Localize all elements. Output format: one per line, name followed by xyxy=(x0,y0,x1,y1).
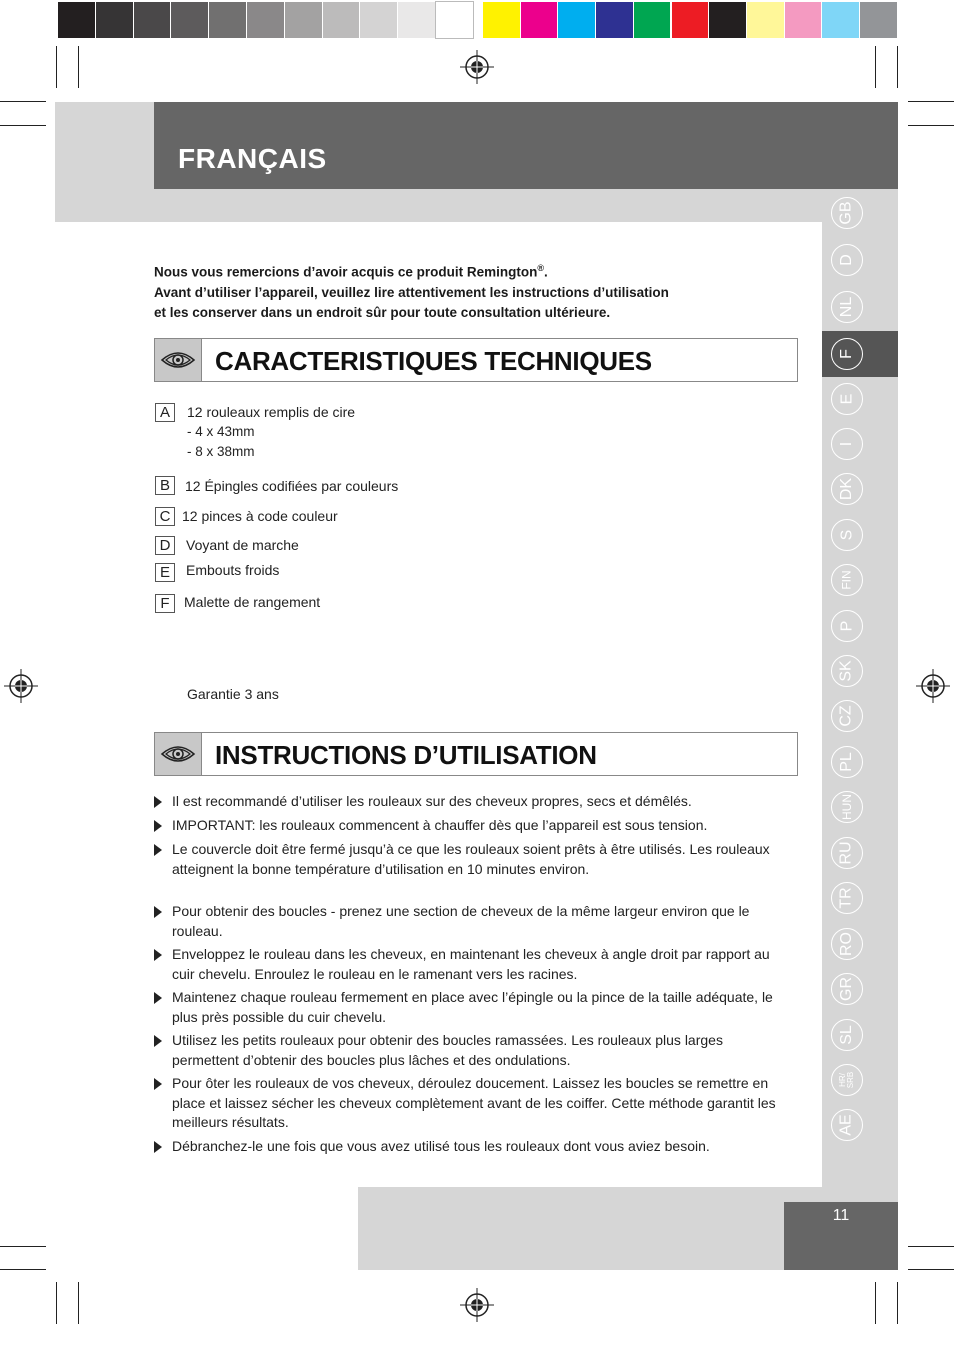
intro-line3: et les conserver dans un endroit sûr pour toute consultation ultérieure. xyxy=(154,304,611,320)
instruction-bullet: IMPORTANT: les rouleaux commencent à chauffer dès que l’appareil est sous tension. xyxy=(154,816,784,836)
registration-mark-icon xyxy=(460,1288,494,1322)
bullet-arrow-icon xyxy=(154,844,162,856)
warranty-text: Garantie 3 ans xyxy=(187,686,279,702)
language-tab-tr[interactable] xyxy=(831,882,863,914)
color-swatch xyxy=(558,2,595,38)
language-tab-label: GR xyxy=(838,977,855,1001)
instruction-bullet: Enveloppez le rouleau dans les cheveux, en maintenant les cheveux à angle droit par rapport au cuir chevelu. Enroulez le rouleau en le ramenant vers les racines. xyxy=(154,945,784,984)
color-swatch xyxy=(747,2,784,38)
specs-title: CARACTERISTIQUES TECHNIQUES xyxy=(215,346,652,376)
language-tab-sk[interactable] xyxy=(831,655,863,687)
language-tab-gb[interactable] xyxy=(831,197,863,229)
crop-mark xyxy=(0,101,46,102)
eye-icon xyxy=(160,349,196,371)
intro-line1-end: . xyxy=(543,264,548,280)
registration-mark-icon xyxy=(4,669,38,703)
language-tab-d[interactable] xyxy=(831,244,863,276)
language-tab-hrsrb[interactable] xyxy=(831,1064,863,1096)
spec-item-a: 12 rouleaux remplis de cire xyxy=(187,404,356,420)
color-swatch xyxy=(785,2,822,38)
language-tab-label: DK xyxy=(837,477,855,501)
instruction-bullet: Débranchez-le une fois que vous avez utilisé tous les rouleaux dont vous aviez besoin. xyxy=(154,1137,784,1157)
language-tab-label: SL xyxy=(837,1025,855,1045)
bullet-arrow-icon xyxy=(154,1078,162,1090)
language-tab-fin[interactable] xyxy=(831,564,863,596)
eye-icon-box xyxy=(155,733,202,775)
intro-line1: Nous vous remercions d’avoir acquis ce produit Remington xyxy=(154,264,538,280)
crop-mark xyxy=(897,1282,898,1324)
spec-item-b: 12 Épingles codifiées par couleurs xyxy=(185,478,399,494)
crop-mark xyxy=(897,46,898,88)
color-swatch xyxy=(672,2,709,38)
instruction-bullet: Utilisez les petits rouleaux pour obtenir des boucles ramassées. Les rouleaux plus larges permettent d’obtenir des boucles plus lâches et des ondulations. xyxy=(154,1031,784,1070)
color-swatch xyxy=(634,2,671,38)
language-tab-dk[interactable] xyxy=(831,473,863,505)
language-tab-label: TR xyxy=(837,887,855,909)
language-tab-s[interactable] xyxy=(831,519,863,551)
bullet-arrow-icon xyxy=(154,1141,162,1153)
crop-mark xyxy=(0,1269,46,1270)
language-tab-label: SK xyxy=(838,660,855,682)
crop-mark xyxy=(908,101,954,102)
instruction-bullet: Pour obtenir des boucles - prenez une section de cheveux de la même largeur environ que le rouleau. xyxy=(154,902,784,941)
language-tab-label: AE xyxy=(838,1114,855,1136)
language-tab-label: CZ xyxy=(837,705,855,727)
language-tab-label: D xyxy=(838,254,855,266)
instructions-section-header xyxy=(154,732,798,776)
crop-mark xyxy=(56,1282,57,1324)
language-tab-label: HUN xyxy=(840,794,854,820)
language-tab-nl[interactable] xyxy=(831,291,863,323)
language-tab-label: GB xyxy=(838,201,855,225)
language-tab-f[interactable] xyxy=(831,338,863,370)
spec-letter-f: F xyxy=(155,594,175,613)
spec-item-c: 12 pinces à code couleur xyxy=(182,508,338,524)
page-title: FRANÇAIS xyxy=(178,143,327,174)
color-swatch xyxy=(360,2,397,38)
language-tab-label: E xyxy=(837,393,855,405)
spec-item-e: Embouts froids xyxy=(186,562,280,578)
language-tab-e[interactable] xyxy=(831,383,863,415)
color-swatch xyxy=(247,2,284,38)
language-tab-label: F xyxy=(838,349,855,359)
color-swatch xyxy=(171,2,208,38)
language-tab-cz[interactable] xyxy=(831,700,863,732)
registration-mark-icon xyxy=(916,669,950,703)
language-tab-ae[interactable] xyxy=(831,1109,863,1141)
spec-letter-c: C xyxy=(155,507,175,526)
language-tab-label: RO xyxy=(838,932,855,956)
instructions-title: INSTRUCTIONS D’UTILISATION xyxy=(215,740,597,770)
language-tab-label: S xyxy=(837,529,855,541)
spec-item-a-sub2: - 8 x 38mm xyxy=(187,444,255,459)
language-tab-label: PL xyxy=(837,752,855,772)
language-tab-i[interactable] xyxy=(831,428,863,460)
color-swatch xyxy=(323,2,360,38)
spec-letter-e: E xyxy=(155,563,175,582)
crop-mark xyxy=(0,125,46,126)
language-tab-p[interactable] xyxy=(831,610,863,642)
spec-item-f: Malette de rangement xyxy=(184,594,321,610)
page-number: 11 xyxy=(832,1207,850,1224)
language-tab-sl[interactable] xyxy=(831,1019,863,1051)
instruction-bullet: Maintenez chaque rouleau fermement en place avec l’épingle ou la pince de la taille adéquate, le plus près possible du cuir chevelu. xyxy=(154,988,784,1027)
color-swatch xyxy=(436,2,473,38)
instruction-bullet: Il est recommandé d’utiliser les rouleaux sur des cheveux propres, secs et démêlés. xyxy=(154,792,784,812)
language-tab-label: RU xyxy=(837,841,855,865)
registration-mark-icon xyxy=(460,50,494,84)
crop-mark xyxy=(78,46,79,88)
intro-text xyxy=(154,258,794,323)
instruction-bullet: Le couvercle doit être fermé jusqu’à ce que les rouleaux soient prêts à être utilisés. Les rouleaux atteignent la bonne température d’utilisation en 10 minutes environ. xyxy=(154,840,784,879)
crop-mark xyxy=(908,1246,954,1247)
color-swatch xyxy=(285,2,322,38)
bullet-arrow-icon xyxy=(154,1035,162,1047)
language-tab-label: I xyxy=(837,441,855,447)
crop-mark xyxy=(78,1282,79,1324)
language-tab-label: FIN xyxy=(840,570,854,590)
color-swatch xyxy=(134,2,171,38)
language-tab-label: HR/ SRB xyxy=(838,1071,855,1089)
specs-section-header xyxy=(154,338,798,382)
spec-letter-a: A xyxy=(155,403,175,422)
bullet-arrow-icon xyxy=(154,949,162,961)
bullet-arrow-icon xyxy=(154,992,162,1004)
color-swatch xyxy=(860,2,897,38)
eye-icon xyxy=(160,743,196,765)
eye-icon-box xyxy=(155,339,202,381)
color-swatch xyxy=(483,2,520,38)
instruction-bullet: Pour ôter les rouleaux de vos cheveux, déroulez doucement. Laissez les boucles se remettre en place et laissez sécher les cheveux complètement avant de les coiffer. Cette méthode garantit les meilleurs résultats. xyxy=(154,1074,784,1133)
crop-mark xyxy=(0,1246,46,1247)
spec-letter-b: B xyxy=(155,476,175,495)
crop-mark xyxy=(56,46,57,88)
registered-mark: ® xyxy=(537,263,544,273)
crop-mark xyxy=(908,1269,954,1270)
bullet-arrow-icon xyxy=(154,796,162,808)
language-tab-pl[interactable] xyxy=(831,746,863,778)
language-tab-ru[interactable] xyxy=(831,837,863,869)
spec-letter-d: D xyxy=(155,536,175,555)
bullet-arrow-icon xyxy=(154,820,162,832)
crop-mark xyxy=(875,1282,876,1324)
bullet-arrow-icon xyxy=(154,906,162,918)
language-tab-gr[interactable] xyxy=(831,973,863,1005)
color-swatch xyxy=(209,2,246,38)
language-tab-ro[interactable] xyxy=(831,928,863,960)
language-tab-label: NL xyxy=(837,296,855,318)
language-tab-hun[interactable] xyxy=(831,791,863,823)
color-swatch xyxy=(709,2,746,38)
spec-item-a-sub1: - 4 x 43mm xyxy=(187,424,255,439)
language-tab-label: P xyxy=(837,620,855,632)
color-swatch xyxy=(96,2,133,38)
intro-line2: Avant d’utiliser l’appareil, veuillez lire attentivement les instructions d’utilisation xyxy=(154,284,669,300)
color-swatch xyxy=(822,2,859,38)
color-swatch xyxy=(398,2,435,38)
color-swatch xyxy=(596,2,633,38)
color-swatch xyxy=(521,2,558,38)
crop-mark xyxy=(908,125,954,126)
spec-item-d: Voyant de marche xyxy=(186,537,299,553)
color-swatch xyxy=(58,2,95,38)
crop-mark xyxy=(875,46,876,88)
